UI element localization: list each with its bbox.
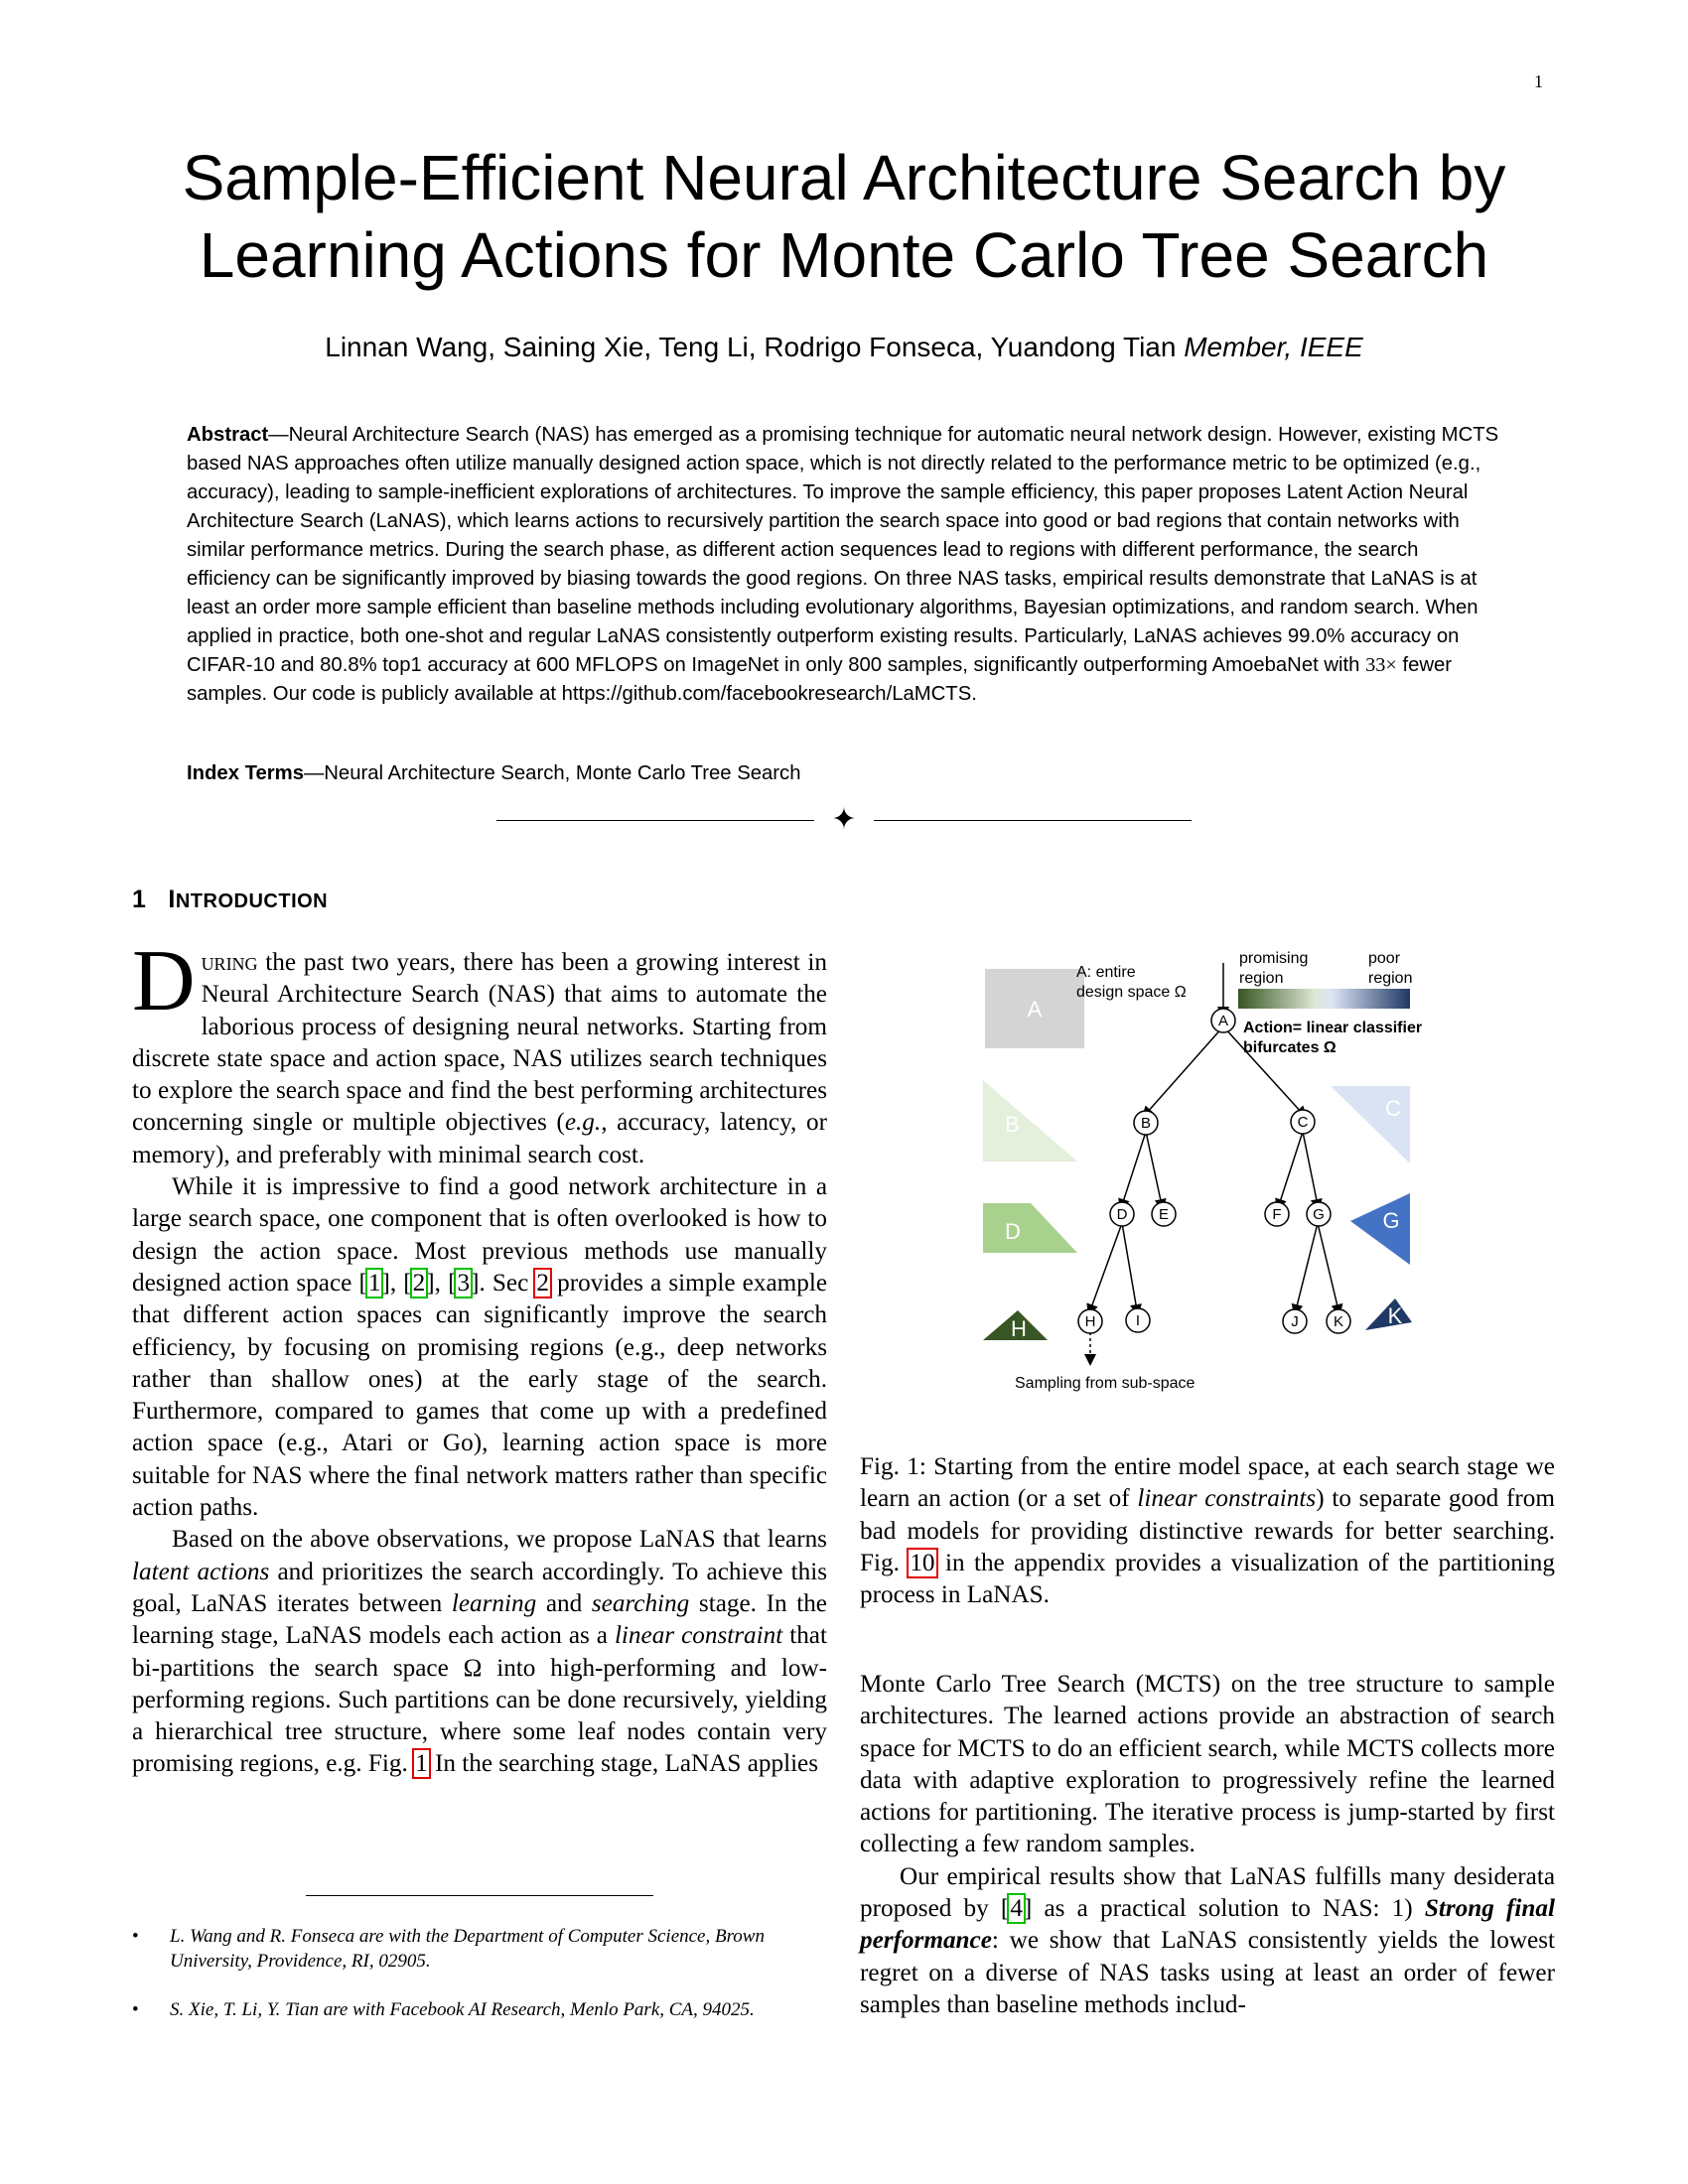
right-column bbox=[860, 1669, 1555, 2021]
caption-b: ) to separate good from bad models for providing distinctive rewards for better searching. Fig. bbox=[860, 1485, 1555, 1576]
footnote-text: L. Wang and R. Fonseca are with the Department of Computer Science, Brown University, Providence, RI, 02905. bbox=[170, 1926, 765, 1972]
intro-p2-a: While it is impressive to find a good network architecture in a large search space, one component that is often overlooked is how to design the action space. Most previous methods use manually designed action space bbox=[132, 1173, 827, 1297]
footnote-text: S. Xie, T. Li, Y. Tian are with Facebook AI Research, Menlo Park, CA, 94025. bbox=[170, 1999, 755, 2020]
abstract-text: —Neural Architecture Search (NAS) has emerged as a promising technique for automatic neural network design. However, existing MCTS based NAS approaches often utilize manually designed action space, which is not directly related to the performance metric to be optimized (e.g., accuracy), leading to sample-inefficient explorations of architectures. To improve the sample efficiency, this paper proposes Latent Action Neural Architecture Search (LaNAS), which learns actions to recursively partition the search space into good or bad regions that contain networks with similar performance metrics. During the search phase, as different action sequences lead to regions with different performance, the search efficiency can be significantly improved by biasing towards the good regions. On three NAS tasks, empirical results demonstrate that LaNAS is at least an order more sample efficient than baseline methods including evolutionary algorithms, Bayesian optimizations, and random search. When applied in practice, both one-shot and regular LaNAS consistently outperform existing results. Particularly, LaNAS achieves 99.0% accuracy on CIFAR-10 and 80.8% top1 accuracy at 600 MFLOPS on ImageNet in only 800 samples, significantly outperforming AmoebaNet with bbox=[187, 424, 1499, 676]
node-label-b: B bbox=[1140, 1115, 1152, 1132]
right-p2-a: Our empirical results show that LaNAS fulfills many desiderata proposed by bbox=[860, 1862, 1555, 1923]
right-p2-b: as a practical solution to NAS: 1) bbox=[1032, 1895, 1425, 1923]
region-b-label: B bbox=[1005, 1112, 1020, 1137]
node-label-j: J bbox=[1291, 1313, 1299, 1330]
node-label-d: D bbox=[1116, 1206, 1128, 1223]
section-title-rest: NTRODUCTION bbox=[175, 890, 329, 912]
intro-p3-d: stage. In the learning stage, LaNAS models each action as a bbox=[132, 1589, 827, 1650]
region-g-label: G bbox=[1382, 1208, 1400, 1233]
index-terms-text: —Neural Architecture Search, Monte Carlo Tree Search bbox=[303, 762, 801, 784]
citation-link-4[interactable]: 4 bbox=[1010, 1895, 1023, 1923]
region-d-label: D bbox=[1005, 1219, 1021, 1244]
right-paragraph-2: Our empirical results show that LaNAS fulfills many desiderata proposed by [4] as a practical solution to NAS: 1) Strong final performance: we show that LaNAS consistently yields the lowest regret on a diverse of NAS tasks using at least an order of fewer samples than baseline methods includ- bbox=[860, 1862, 1556, 2018]
author-role: Member, IEEE bbox=[1184, 332, 1363, 362]
intro-p3-searching: searching bbox=[591, 1589, 690, 1617]
section-heading-introduction bbox=[132, 886, 328, 914]
index-terms-label: Index Terms bbox=[187, 762, 304, 784]
section-title-first-letter: I bbox=[168, 886, 176, 913]
intro-p2-b: Sec bbox=[492, 1269, 536, 1297]
section-divider bbox=[496, 803, 1192, 836]
intro-p2-c: provides a simple example that different action spaces can significantly improve the search efficiency, by focusing on promising regions (e.g., deep networks rather than shallow ones) at the early stage of the search. Furthermore, compared to games that come up with a predefined action space (e.g., Atari or Go), learning action space is more suitable for NAS where the final network matters rather than specific action paths. bbox=[132, 1269, 827, 1522]
intro-p3-latent: latent actions bbox=[132, 1558, 270, 1585]
region-k-label: K bbox=[1387, 1303, 1403, 1328]
node-label-a: A bbox=[1217, 1013, 1229, 1029]
node-label-e: E bbox=[1158, 1206, 1170, 1223]
intro-paragraph-3 bbox=[132, 1524, 827, 1780]
left-column bbox=[132, 933, 827, 1781]
intro-small-caps: uring bbox=[201, 949, 258, 976]
poor-label-2: region bbox=[1368, 970, 1413, 987]
abstract-math: 33× bbox=[1365, 654, 1397, 676]
figure-1-caption bbox=[860, 1451, 1555, 1611]
node-label-f: F bbox=[1272, 1206, 1282, 1223]
right-paragraph-1: Monte Carlo Tree Search (MCTS) on the tree structure to sample architectures. The learned actions provide an abstraction of search space for MCTS to do an efficient search, while MCTS collects more data with adaptive exploration to progressively refine the learned actions for partitioning. The iterative process is jump-started by first collecting a few random samples. bbox=[860, 1671, 1555, 1858]
paper-title bbox=[79, 139, 1609, 294]
intro-p3-learning: learning bbox=[451, 1589, 537, 1617]
citation-link-1[interactable]: 1 bbox=[367, 1269, 381, 1297]
node-label-g: G bbox=[1313, 1206, 1325, 1223]
section-number: 1 bbox=[132, 886, 147, 913]
title-line-2: Learning Actions for Monte Carlo Tree Search bbox=[199, 219, 1489, 291]
intro-p1-eg: e.g. bbox=[564, 1109, 602, 1137]
region-c-label: C bbox=[1385, 1096, 1401, 1121]
author-list bbox=[79, 332, 1609, 363]
intro-p3-a: Based on the above observations, we propose LaNAS that learns bbox=[172, 1526, 827, 1554]
region-a-label: A bbox=[1027, 997, 1043, 1022]
intro-p3-b: and prioritizes the search accordingly. To achieve this goal, LaNAS iterates between bbox=[132, 1558, 827, 1617]
abstract-text-end: fewer samples. Our code is publicly available at https://github.com/facebookresearch/LaMCTS. bbox=[187, 654, 1453, 705]
region-b-shape bbox=[983, 1080, 1077, 1161]
caption-italic: linear constraints bbox=[1137, 1485, 1317, 1513]
node-label-c: C bbox=[1297, 1114, 1309, 1131]
node-label-k: K bbox=[1333, 1313, 1344, 1330]
gradient-legend-bar bbox=[1238, 989, 1410, 1009]
intro-p3-linear: linear constraint bbox=[614, 1622, 783, 1650]
tree-edges bbox=[1090, 1026, 1338, 1360]
title-line-1: Sample-Efficient Neural Architecture Search by bbox=[182, 142, 1506, 213]
page-number: 1 bbox=[1534, 71, 1543, 91]
action-label-1: Action= linear classifier bbox=[1243, 1020, 1423, 1036]
right-p2-c: : we show that LaNAS consistently yields the lowest regret on a diverse of NAS tasks using at least an order of fewer samples than baseline methods includ- bbox=[860, 1927, 1555, 2018]
action-label-2: bifurcates Ω bbox=[1243, 1039, 1336, 1056]
intro-p1-text: the past two years, there has been a growing interest in Neural Architecture Search (NAS) that aims to automate the laborious process of designing neural networks. Starting from discrete state space and action space, NAS utilizes search techniques to explore the search space and find the best performing architectures concerning single or multiple objectives ( bbox=[132, 949, 827, 1137]
footnote-rule bbox=[306, 1895, 653, 1896]
poor-label-1: poor bbox=[1368, 950, 1401, 967]
footnote-bullet: • bbox=[132, 1999, 139, 2020]
region-d-shape bbox=[983, 1203, 1077, 1253]
divider-line-left bbox=[496, 820, 814, 821]
figure-link-1[interactable]: 1 bbox=[415, 1750, 428, 1778]
caption-a: Starting from the entire model space, at each search stage we learn an action (or a set of bbox=[860, 1453, 1555, 1513]
intro-paragraph-1 bbox=[132, 933, 827, 1171]
abstract bbox=[187, 421, 1501, 709]
intro-p1-text-end: , accuracy, latency, or memory), and preferably with minimal search cost. bbox=[132, 1109, 827, 1168]
author-names: Linnan Wang, Saining Xie, Teng Li, Rodrigo Fonseca, Yuandong Tian bbox=[325, 332, 1177, 362]
region-h-label: H bbox=[1011, 1316, 1027, 1341]
divider-line-right bbox=[874, 820, 1192, 821]
entire-space-label-1: A: entire bbox=[1076, 964, 1136, 981]
intro-paragraph-2: While it is impressive to find a good network architecture in a large search space, one component that is often overlooked is how to design the action space. Most previous methods use manually designed action space [1], [2], [3]. Sec 2 provides a simple example that different action spaces can significantly improve the search efficiency, by focusing on promising regions (e.g., deep networks rather than shallow ones) at the early stage of the search. Furthermore, compared to games that come up with a predefined action space (e.g., Atari or Go), learning action space is more suitable for NAS where the final network matters rather than specific action paths. bbox=[132, 1173, 827, 1522]
drop-cap: D bbox=[132, 933, 196, 1029]
abstract-label: Abstract bbox=[187, 424, 269, 446]
index-terms bbox=[187, 762, 1501, 785]
citation-link-3[interactable]: 3 bbox=[457, 1269, 471, 1297]
divider-star-icon: ✦ bbox=[831, 803, 857, 836]
promising-label-1: promising bbox=[1239, 950, 1309, 967]
strong-final-performance: Strong final performance bbox=[860, 1895, 1556, 1955]
promising-label-2: region bbox=[1239, 970, 1284, 987]
intro-p3-c: and bbox=[536, 1589, 592, 1617]
node-label-h: H bbox=[1084, 1313, 1096, 1330]
entire-space-label-2: design space Ω bbox=[1076, 984, 1187, 1001]
node-label-i: I bbox=[1135, 1312, 1141, 1329]
region-g-shape bbox=[1350, 1193, 1410, 1265]
intro-p3-e: that bi-partitions the search space Ω into high-performing and low-performing regions. Such partitions can be done recursively, yielding a hierarchical tree structure, where some leaf nodes contain very promising regions, e.g. Fig. bbox=[132, 1622, 827, 1778]
figure-link-10[interactable]: 10 bbox=[910, 1549, 935, 1576]
caption-c: in the appendix provides a visualization of the partitioning process in LaNAS. bbox=[860, 1549, 1555, 1609]
footnote-bullet: • bbox=[132, 1926, 139, 1947]
intro-p3-f: In the searching stage, LaNAS applies bbox=[428, 1750, 819, 1778]
citation-link-2[interactable]: 2 bbox=[412, 1269, 426, 1297]
figure-1-search-tree bbox=[953, 933, 1470, 1430]
caption-label: Fig. 1: bbox=[860, 1453, 934, 1480]
sampling-label: Sampling from sub-space bbox=[1015, 1375, 1196, 1392]
section-link-2[interactable]: 2 bbox=[536, 1269, 550, 1297]
